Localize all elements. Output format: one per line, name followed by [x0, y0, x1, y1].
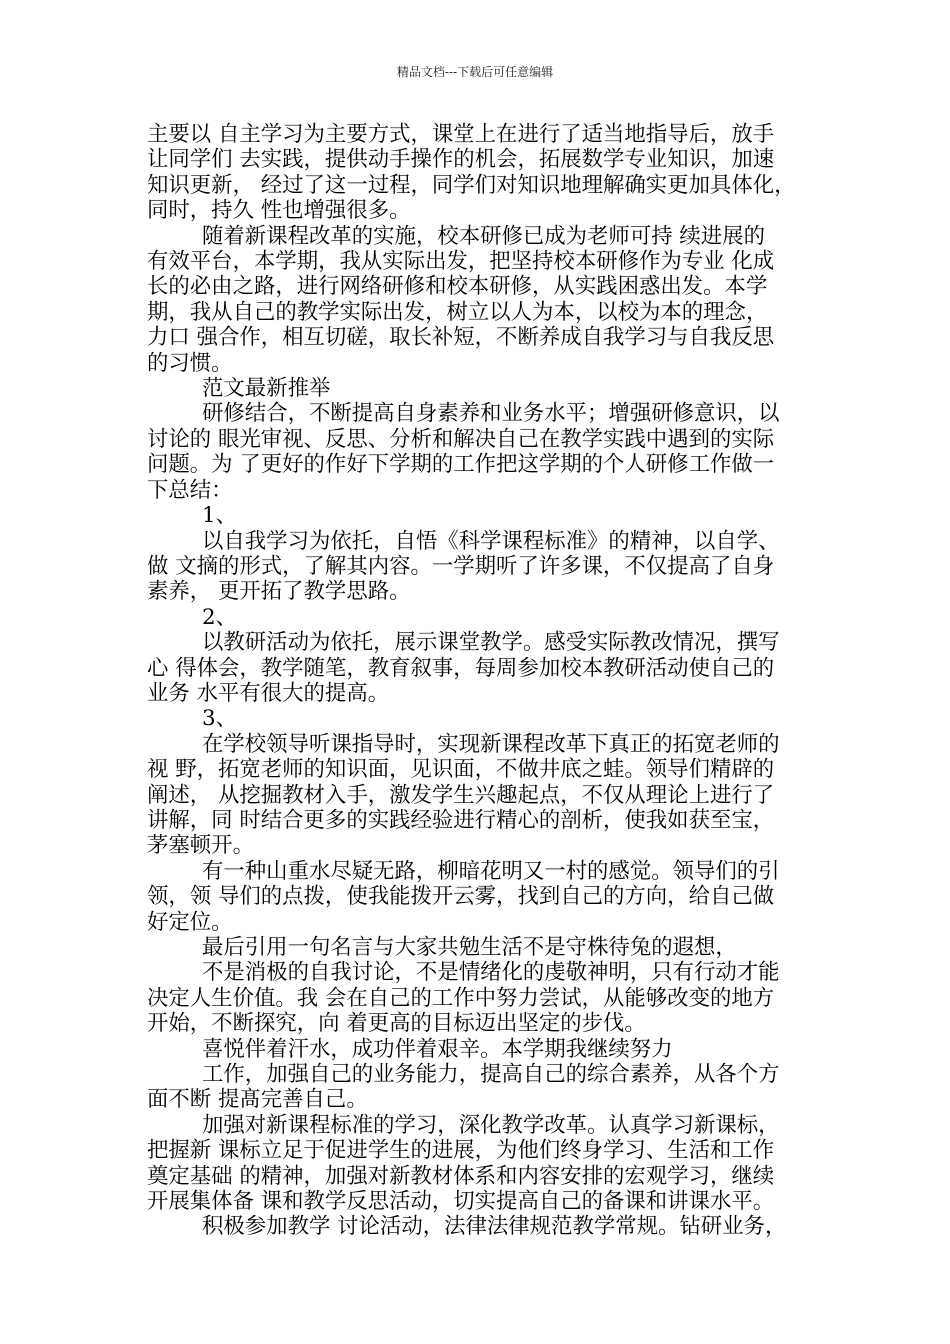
- text-line: 决定人生价值。我 会在自己的工作中努力尝试，从能够改变的地方: [147, 985, 775, 1011]
- document-body: [147, 122, 837, 1240]
- text-line: 让同学们 去实践，提供动手操作的机会，拓展数学专业知识，加速: [147, 147, 775, 173]
- text-line: 奠定基础 的精神，加强对新教材体系和内容安排的宏观学习，继续: [147, 1163, 775, 1189]
- text-line: 以教研活动为依托，展示课堂教学。感受实际教改情况，撰写: [202, 630, 780, 656]
- text-line: 业务 水平有很大的提高。: [147, 680, 390, 706]
- text-line: 心 得体会，教学随笔，教育叙事，每周参加校本教研活动使自己的: [147, 655, 775, 681]
- text-line: 茅塞顿开。: [147, 833, 254, 859]
- text-line: 不是消极的自我讨论，不是情绪化的虔敬神明，只有行动才能: [202, 960, 780, 986]
- text-line: 素养， 更开拓了教学思路。: [147, 579, 411, 605]
- text-line: 以自我学习为依托，自悟《科学课程标准》的精神，以自学、: [202, 528, 780, 554]
- text-line: 有效平台，本学期，我从实际出发，把坚持校本研修作为专业 化成: [147, 249, 775, 275]
- text-line: 积极参加教学 讨论活动，法律法律规范教学常规。钻研业务，: [202, 1214, 787, 1240]
- text-line: 阐述， 从挖掘教材入手，激发学生兴趣起点，不仅从理论上进行了: [147, 782, 775, 808]
- text-line: 2、: [202, 604, 238, 630]
- text-line: 把握新 课标立足于促进学生的进展，为他们终身学习、生活和工作: [147, 1138, 775, 1164]
- text-line: 知识更新， 经过了这一过程，同学们对知识地理解确实更加具体化，: [147, 172, 796, 198]
- text-line: 问题。为 了更好的作好下学期的工作把这学期的个人研修工作做一: [147, 452, 775, 478]
- text-line: 范文最新推举: [202, 376, 331, 402]
- text-line: 领，领 导们的点拨，使我能拨开云雾，找到自己的方向，给自己做: [147, 884, 775, 910]
- text-line: 视 野，拓宽老师的知识面，见识面，不做井底之蛙。领导们精辟的: [147, 757, 775, 783]
- text-line: 做 文摘的形式，了解其内容。一学期听了许多课，不仅提高了自身: [147, 553, 775, 579]
- text-line: 讲解，同 时结合更多的实践经验进行精心的剖析，使我如获至宝，: [147, 807, 775, 833]
- text-line: 期，我从自己的教学实际出发，树立以人为本，以校为本的理念，: [147, 299, 768, 325]
- text-line: 随着新课程改革的实施，校本研修已成为老师可持 续进展的: [202, 223, 765, 249]
- text-line: 面不断 提髙完善自己。: [147, 1087, 368, 1113]
- text-line: 长的必由之路，进行网络研修和校本研修，从实践困惑出发。本学: [147, 274, 768, 300]
- text-line: 研修结合，不断提高自身素养和业务水平；增强研修意识，以: [202, 401, 780, 427]
- text-line: 开始，不断探究，向 着更高的目标迈出坚定的步伐。: [147, 1011, 646, 1037]
- text-line: 开展集体备 课和教学反思活动，切实提高自己的备课和讲课水平。: [147, 1189, 775, 1215]
- text-line: 下总结：: [147, 477, 233, 503]
- text-line: 加强对新课程标准的学习，深化教学改革。认真学习新课标，: [202, 1112, 780, 1138]
- text-line: 主要以 自主学习为主要方式，课堂上在进行了适当地指导后，放手: [147, 122, 775, 147]
- text-line: 有一种山重水尽疑无路，柳暗花明又一村的感觉。领导们的引: [202, 858, 780, 884]
- text-line: 好定位。: [147, 909, 233, 935]
- text-line: 3、: [202, 706, 238, 732]
- text-line: 讨论的 眼光审视、反思、分析和解决自己在教学实践中遇到的实际: [147, 426, 775, 452]
- text-line: 最后引用一句名言与大家共勉生活不是守株待兔的遐想，: [202, 935, 737, 960]
- text-line: 喜悦伴着汗水，成功伴着艰辛。本学期我继续努力: [202, 1036, 673, 1062]
- text-line: 1、: [202, 503, 238, 529]
- text-line: 同时，持久 性也增强很多。: [147, 198, 411, 224]
- text-line: 工作，加强自己的业务能力，提高自己的综合素养，从各个方: [202, 1062, 780, 1088]
- text-line: 在学校领导听课指导时，实现新课程改革下真正的拓宽老师的: [202, 731, 780, 757]
- page-header: 精品文档---下载后可任意编辑: [396, 65, 554, 79]
- text-line: 的习惯。: [147, 350, 233, 376]
- text-line: 力口 强合作，相互切磋，取长补短，不断养成自我学习与自我反思: [147, 325, 775, 351]
